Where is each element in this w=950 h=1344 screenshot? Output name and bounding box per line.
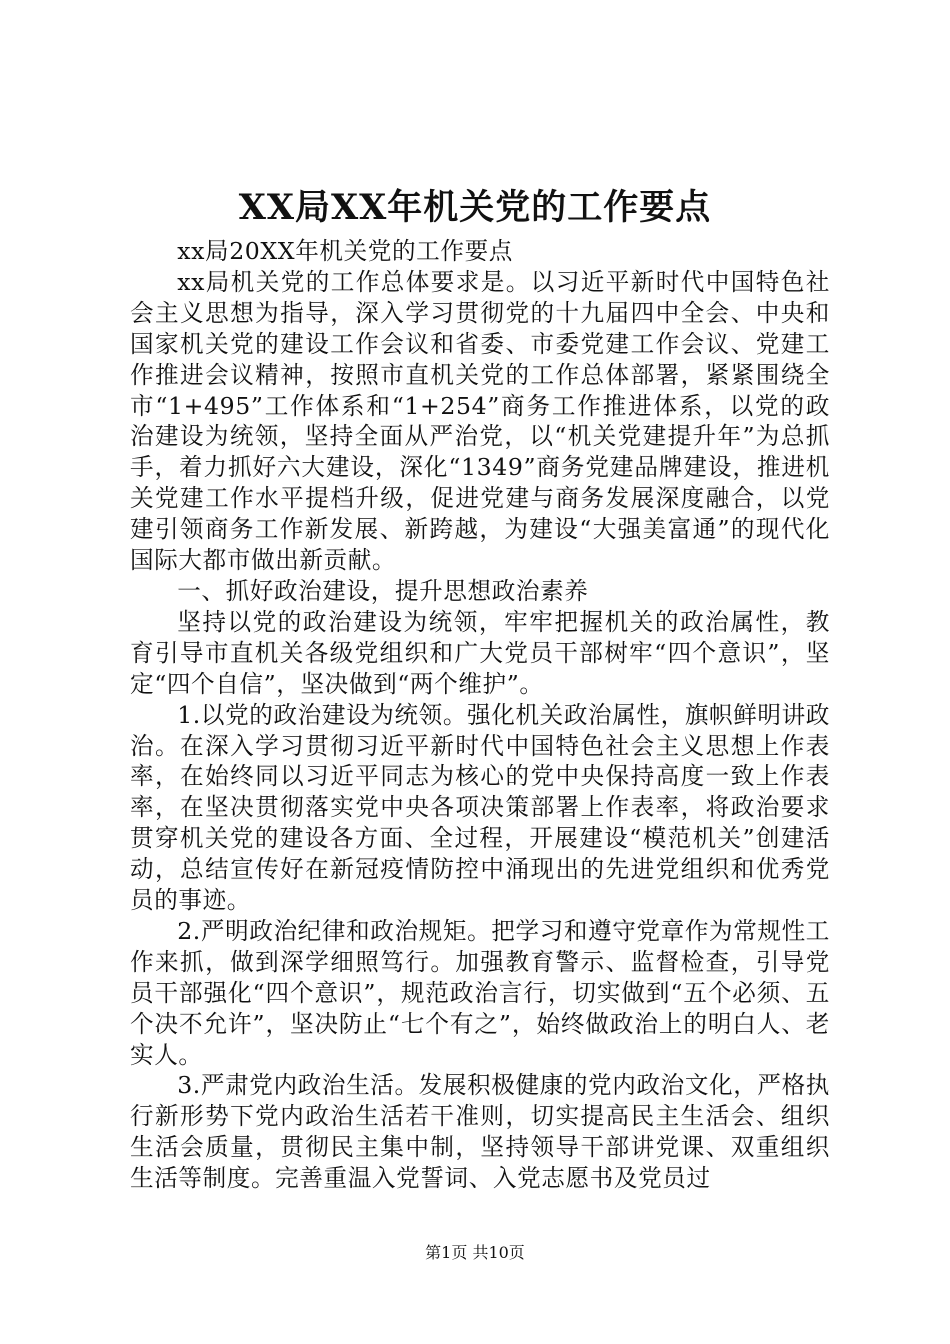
paragraph-item-1: 1.以党的政治建设为统领。强化机关政治属性，旗帜鲜明讲政治。在深入学习贯彻习近平新时代中国特色社会主义思想上作表率，在始终同以习近平同志为核心的党中央保持高度一致上作表率，在坚决贯彻落实党中央各项决策部署上作表率，将政治要求贯穿机关党的建设各方面、全过程，开展建设“模范机关”创建活动，总结宣传好在新冠疫情防控中涌现出的先进党组织和优秀党员的事迹。 [130, 700, 830, 915]
section-heading-political-building: 一、抓好政治建设，提升思想政治素养 [177, 576, 589, 605]
page-number-footer: 第1页 共10页 [425, 1243, 525, 1262]
paragraph-subtitle: xx局20XX年机关党的工作要点 [177, 237, 513, 265]
paragraph-section-intro: 坚持以党的政治建设为统领，牢牢把握机关的政治属性，教育引导市直机关各级党组织和广大党员干部树牢“四个意识”，坚定“四个自信”，坚决做到“两个维护”。 [130, 607, 830, 698]
paragraph-overall-requirements: xx局机关党的工作总体要求是。以习近平新时代中国特色社会主义思想为指导，深入学习贯彻党的十九届四中全会、中央和国家机关党的建设工作会议和省委、市委党建工作会议、党建工作推进会议精神，按照市直机关党的工作总体部署，紧紧围绕全市“1+495”工作体系和“1+254”商务工作推进体系，以党的政治建设为统领，坚持全面从严治党，以“机关党建提升年”为总抓手，着力抓好六大建设，深化“1349”商务党建品牌建设，推进机关党建工作水平提档升级，促进党建与商务发展深度融合，以党建引领商务工作新发展、新跨越，为建设“大强美富通”的现代化国际大都市做出新贡献。 [130, 267, 830, 575]
paragraph-item-2: 2.严明政治纪律和政治规矩。把学习和遵守党章作为常规性工作来抓，做到深学细照笃行。加强教育警示、监督检查，引导党员干部强化“四个意识”，规范政治言行，切实做到“五个必须、五个决不允许”，坚决防止“七个有之”，始终做政治上的明白人、老实人。 [130, 916, 830, 1069]
document-title: XX局XX年机关党的工作要点 [238, 187, 712, 228]
document-body [130, 236, 830, 1194]
paragraph-item-3: 3.严肃党内政治生活。发展积极健康的党内政治文化，严格执行新形势下党内政治生活若干准则，切实提高民主生活会、组织生活会质量，贯彻民主集中制，坚持领导干部讲党课、双重组织生活等制度。完善重温入党誓词、入党志愿书及党员过 [130, 1071, 830, 1193]
